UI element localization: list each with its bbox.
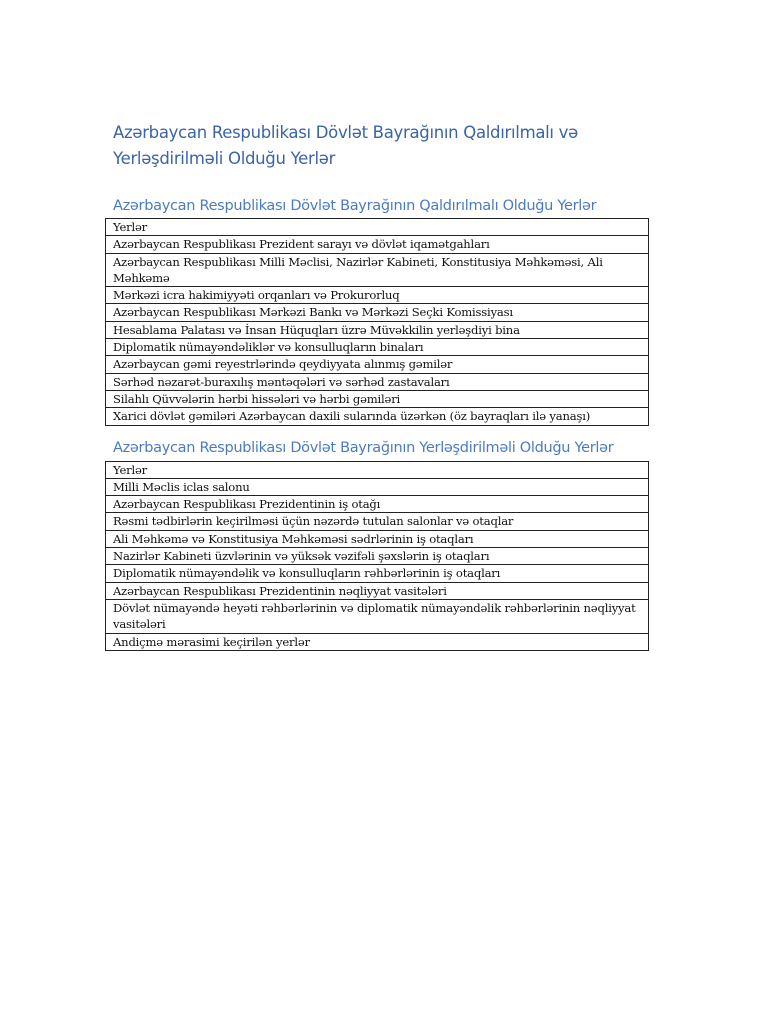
table-cell: Diplomatik nümayəndəlik və konsulluqların rəhbərlərinin iş otaqları — [106, 565, 649, 582]
table-row — [106, 582, 649, 599]
table-row — [106, 565, 649, 582]
document-title: Azərbaycan Respublikası Dövlət Bayrağının Qaldırılmalı və Yerləşdirilməli Olduğu Yerlər — [113, 123, 578, 168]
table-cell: Mərkəzi icra hakimiyyəti orqanları və Prokurorluq — [106, 287, 649, 304]
table-row — [106, 408, 649, 425]
table-row — [106, 513, 649, 530]
table-cell: Azərbaycan Respublikası Milli Məclisi, Nazirlər Kabineti, Konstitusiya Məhkəməsi, Ali Məhkəmə — [106, 253, 649, 287]
table-placed-places — [105, 461, 649, 651]
section-heading-raised: Azərbaycan Respublikası Dövlət Bayrağının Qaldırılmalı Olduğu Yerlər — [113, 198, 597, 214]
table-row — [106, 496, 649, 513]
table-cell: Xarici dövlət gəmiləri Azərbaycan daxili sularında üzərkən (öz bayraqları ilə yanaşı) — [106, 408, 649, 425]
table-cell: Dövlət nümayəndə heyəti rəhbərlərinin və diplomatik nümayəndəlik rəhbərlərinin nəqliyyat vasitələri — [106, 599, 649, 633]
table-cell: Azərbaycan Respublikası Mərkəzi Bankı və Mərkəzi Seçki Komissiyası — [106, 304, 649, 321]
table-cell: Hesablama Palatası və İnsan Hüquqları üzrə Müvəkkilin yerləşdiyi bina — [106, 321, 649, 338]
table-cell: Azərbaycan Respublikası Prezidentinin nəqliyyat vasitələri — [106, 582, 649, 599]
table-cell: Andiçmə mərasimi keçirilən yerlər — [106, 633, 649, 650]
table-row — [106, 633, 649, 650]
table-row — [106, 356, 649, 373]
table-cell: Rəsmi tədbirlərin keçirilməsi üçün nəzərdə tutulan salonlar və otaqlar — [106, 513, 649, 530]
section-heading-placed: Azərbaycan Respublikası Dövlət Bayrağının Yerləşdirilməli Olduğu Yerlər — [113, 439, 614, 456]
table-cell: Azərbaycan Respublikası Prezidentinin iş otağı — [106, 496, 649, 513]
table-row — [106, 304, 649, 321]
table-row — [106, 478, 649, 495]
table-cell: Sərhəd nəzarət-buraxılış məntəqələri və sərhəd zastavaları — [106, 373, 649, 390]
table-row — [106, 548, 649, 565]
table-header-row — [106, 461, 649, 478]
table-cell: Azərbaycan Respublikası Prezident sarayı və dövlət iqamətgahları — [106, 236, 649, 253]
table-row — [106, 253, 649, 287]
table-header-row — [106, 219, 649, 236]
table-row — [106, 373, 649, 390]
table-header-cell: Yerlər — [106, 461, 649, 478]
table-cell: Diplomatik nümayəndəliklər və konsulluqların binaları — [106, 339, 649, 356]
table-row — [106, 287, 649, 304]
table-raised-places — [105, 218, 649, 426]
table-header-cell: Yerlər — [106, 219, 649, 236]
table-cell: Milli Məclis iclas salonu — [106, 478, 649, 495]
table-row — [106, 321, 649, 338]
table-row — [106, 236, 649, 253]
table-cell: Silahlı Qüvvələrin hərbi hissələri və hərbi gəmiləri — [106, 390, 649, 407]
table-cell: Ali Məhkəmə və Konstitusiya Məhkəməsi sədrlərinin iş otaqları — [106, 530, 649, 547]
table-row — [106, 339, 649, 356]
table-row — [106, 530, 649, 547]
table-cell: Azərbaycan gəmi reyestrlərində qeydiyyata alınmış gəmilər — [106, 356, 649, 373]
table-row — [106, 390, 649, 407]
table-row — [106, 599, 649, 633]
document-page — [105, 120, 649, 651]
table-cell: Nazirlər Kabineti üzvlərinin və yüksək vəzifəli şəxslərin iş otaqları — [106, 548, 649, 565]
